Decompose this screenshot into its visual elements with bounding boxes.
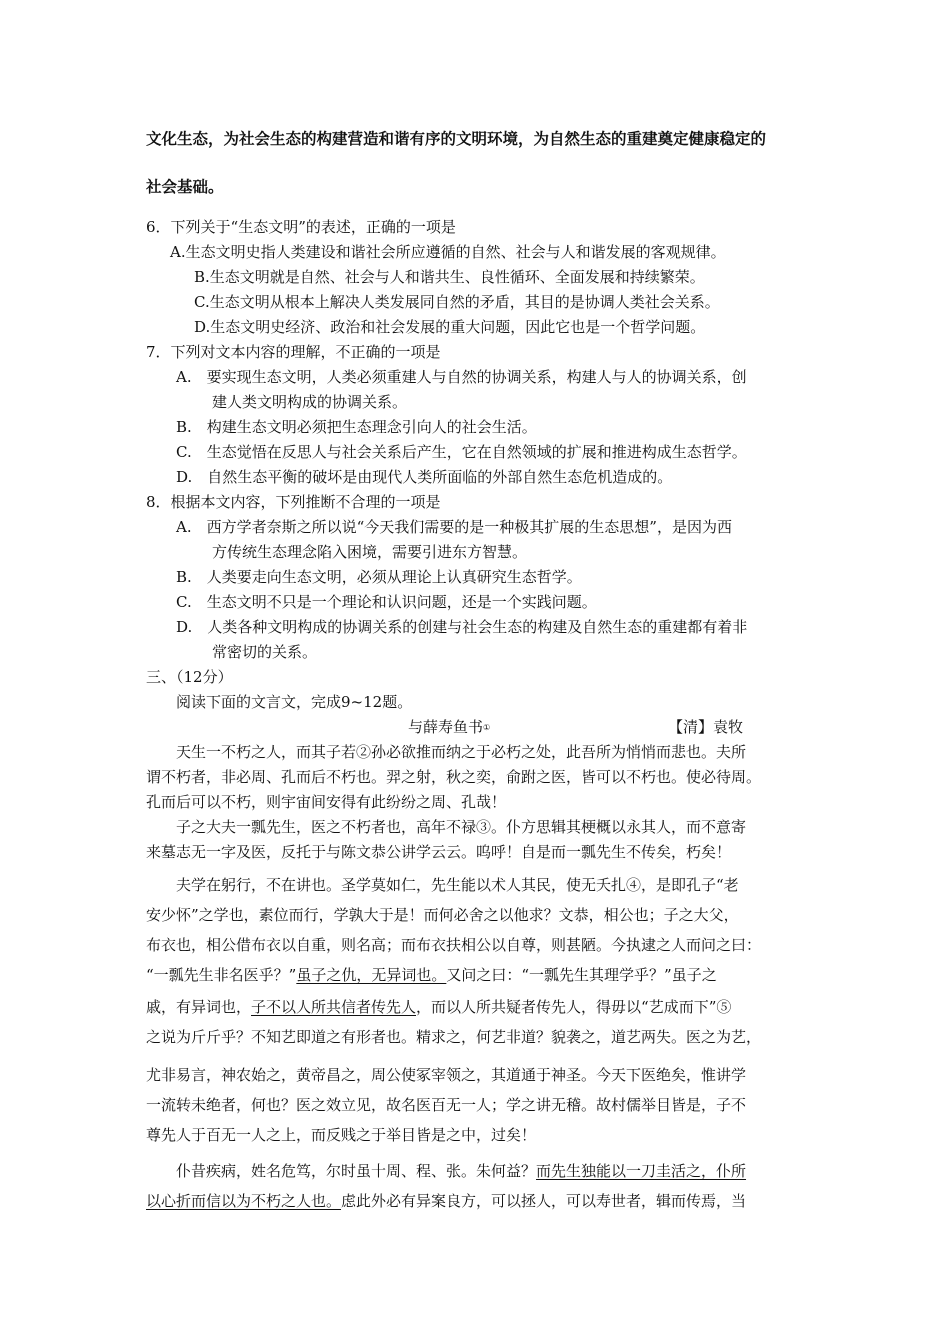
p3-line-7: 尤非易言，神农始之，黄帝昌之，周公使冢宰领之，其道通于神圣。今天下医绝矣，惟讲学 (146, 1066, 747, 1084)
question-6-option-b: B.生态文明就是自然、社会与人和谐共生、良性循环、全面发展和持续繁荣。 (194, 268, 705, 286)
question-7-option-d: D. 自然生态平衡的破坏是由现代人类所面临的外部自然生态危机造成的。 (176, 468, 673, 486)
section-3-heading: 三、（12分） (146, 668, 233, 686)
p4-line-2 (146, 1190, 746, 1212)
p3-line-1: 夫学在躬行，不在讲也。圣学莫如仁，先生能以术人其民，使无夭扎④，是即孔子“老 (176, 876, 739, 894)
question-7-option-c: C. 生态觉悟在反思人与社会关系后产生，它在自然领域的扩展和推进构成生态哲学。 (176, 443, 747, 461)
question-6-option-d: D.生态文明史经济、政治和社会发展的重大问题，因此它也是一个哲学问题。 (194, 318, 706, 336)
question-8-option-a: A. 西方学者奈斯之所以说“今天我们需要的是一种极其扩展的生态思想”，是因为西 (176, 518, 732, 536)
p1-line-1: 天生一不朽之人，而其子若②孙必欲推而纳之于必朽之处，此吾所为悄悄而悲也。夫所 (176, 743, 747, 761)
intro-line-2: 社会基础。 (146, 178, 224, 196)
p3-line-5-start: 戚，有异词也， (146, 998, 252, 1016)
underlined-sentence-1: 虽子之仇，无异词也。 (296, 966, 447, 984)
p3-line-4-end: 又问之曰：“一瓢先生其理学乎？”虽子之 (446, 966, 717, 984)
passage-title (408, 716, 490, 739)
p3-line-4-start: “一瓢先生非名医乎？” (146, 966, 297, 984)
p3-line-3: 布衣也，相公借布衣以自重，则名高；而布衣扶相公以自尊，则甚陋。今执逮之人而问之曰： (146, 936, 762, 954)
question-6-option-a: A.生态文明史指人类建设和谐社会所应遵循的自然、社会与人和谐发展的客观规律。 (170, 243, 726, 261)
p3-line-2: 安少怀”之学也，素位而行，学孰大于是！而何必舍之以他求？文恭，相公也；子之大父， (146, 906, 739, 924)
question-8-stem: 8．根据本文内容，下列推断不合理的一项是 (146, 493, 441, 511)
p2-line-1: 子之大夫一瓢先生，医之不朽者也，高年不禄③。仆方思辑其梗概以永其人，而不意寄 (176, 818, 747, 836)
p3-line-5-end: ，而以人所共疑者传先人，得毋以“艺成而下”⑤ (416, 998, 732, 1016)
p3-line-6: 之说为斤斤乎？不知艺即道之有形者也。精求之，何艺非道？貌袭之，道艺两失。医之为艺， (146, 1028, 762, 1046)
p3-line-8: 一流转未绝者，何也？医之效立见，故名医百无一人；学之讲无稽。故村儒举目皆是，子不 (146, 1096, 747, 1114)
intro-line-1: 文化生态，为社会生态的构建营造和谐有序的文明环境，为自然生态的重建奠定健康稳定的 (146, 130, 767, 148)
passage-title-text: 与薛寿鱼书 (408, 718, 484, 736)
p3-line-5 (146, 996, 731, 1018)
question-8-option-a-cont: 方传统生态理念陷入困境，需要引进东方智慧。 (212, 543, 528, 561)
p4-line-1-start: 仆昔疾病，姓名危笃，尔时虽十周、程、张。朱何益？ (176, 1162, 537, 1180)
question-6-option-c: C.生态文明从根本上解决人类发展同自然的矛盾，其目的是协调人类社会关系。 (194, 293, 720, 311)
question-6-stem: 6．下列关于“生态文明”的表述，正确的一项是 (146, 218, 456, 236)
p2-line-2: 来墓志无一字及医，反托于与陈文恭公讲学云云。呜呼！自是而一瓢先生不传矣，朽矣！ (146, 843, 732, 861)
p4-line-1 (176, 1160, 746, 1182)
underlined-sentence-3: 而先生独能以一刀圭活之，仆所 (536, 1162, 747, 1180)
p1-line-2: 谓不朽者，非必周、孔而后不朽也。羿之射，秋之奕，俞跗之医，皆可以不朽也。使必待周。 (146, 768, 762, 786)
question-7-option-b: B. 构建生态文明必须把生态理念引向人的社会生活。 (176, 418, 537, 436)
question-8-option-d: D. 人类各种文明构成的协调关系的创建与社会生态的构建及自然生态的重建都有着非 (176, 618, 748, 636)
section-3-instruction: 阅读下面的文言文，完成9~12题。 (176, 693, 413, 711)
question-7-option-a: A. 要实现生态文明，人类必须重建人与自然的协调关系，构建人与人的协调关系，创 (176, 368, 747, 386)
passage-author: 【清】袁牧 (668, 718, 744, 736)
p1-line-3: 孔而后可以不朽，则宇宙间安得有此纷纷之周、孔哉！ (146, 793, 507, 811)
p4-line-2-end: 虑此外必有异案良方，可以拯人，可以寿世者，辑而传焉，当 (341, 1192, 747, 1210)
question-8-option-b: B. 人类要走向生态文明，必须从理论上认真研究生态哲学。 (176, 568, 582, 586)
underlined-sentence-2: 子不以人所共信者传先人 (251, 998, 417, 1016)
footnote-marker: ① (483, 723, 491, 732)
question-7-stem: 7．下列对文本内容的理解，不正确的一项是 (146, 343, 441, 361)
question-7-option-a-cont: 建人类文明构成的协调关系。 (212, 393, 408, 411)
question-8-option-d-cont: 常密切的关系。 (212, 643, 318, 661)
underlined-sentence-3-cont: 以心折而信以为不朽之人也。 (146, 1192, 342, 1210)
question-8-option-c: C. 生态文明不只是一个理论和认识问题，还是一个实践问题。 (176, 593, 597, 611)
p3-line-9: 尊先人于百无一人之上，而反贱之于举目皆是之中，过矣！ (146, 1126, 537, 1144)
p3-line-4 (146, 964, 717, 986)
